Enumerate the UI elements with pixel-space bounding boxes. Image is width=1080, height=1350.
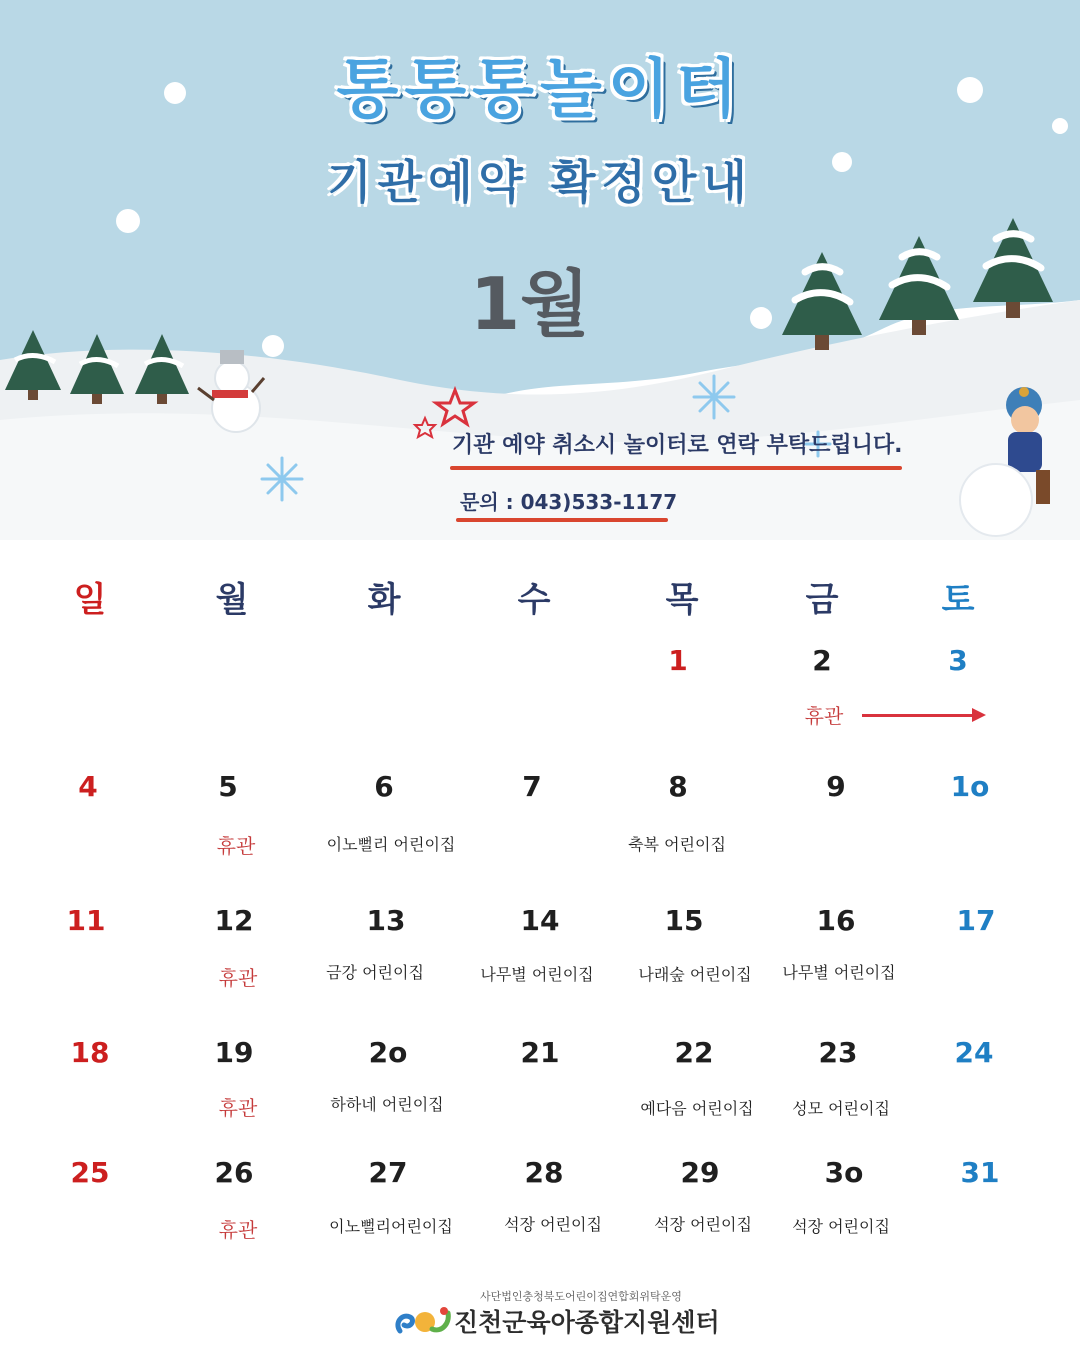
weekday-wed: 수: [517, 580, 551, 620]
day-cell-25: 25: [70, 1156, 110, 1189]
day-cell-17: 17: [956, 904, 996, 937]
reservation-entry: 예다음 어린이집: [640, 1099, 754, 1118]
reservation-entry: 석장 어린이집: [504, 1215, 602, 1234]
day-cell-20: 2o: [368, 1036, 408, 1069]
day-cell-2: 2: [812, 644, 832, 677]
reservation-entry: 축복 어린이집: [628, 835, 726, 854]
day-cell-10: 1o: [950, 770, 990, 803]
closed-label: 휴관: [218, 1096, 258, 1120]
day-cell-13: 13: [366, 904, 406, 937]
day-cell-21: 21: [520, 1036, 560, 1069]
reservation-entry: 석장 어린이집: [654, 1215, 752, 1234]
header-illustration: [0, 0, 1080, 540]
footer-org-line: 사단법인충청북도어린이집연합회위탁운영: [480, 1290, 682, 1303]
day-cell-28: 28: [524, 1156, 564, 1189]
day-cell-9: 9: [826, 770, 846, 803]
day-cell-7: 7: [522, 770, 542, 803]
reservation-entry: 성모 어린이집: [792, 1099, 890, 1118]
day-cell-18: 18: [70, 1036, 110, 1069]
center-logo-icon: [392, 1303, 454, 1339]
day-cell-30: 3o: [824, 1156, 864, 1189]
day-cell-23: 23: [818, 1036, 858, 1069]
closed-label: 휴관: [804, 704, 844, 728]
weekday-fri: 금: [805, 580, 839, 620]
day-cell-1: 1: [668, 644, 688, 677]
reservation-entry: 이노뻘리어린이집: [329, 1217, 453, 1236]
day-cell-5: 5: [218, 770, 238, 803]
day-cell-11: 11: [66, 904, 106, 937]
day-cell-26: 26: [214, 1156, 254, 1189]
day-cell-8: 8: [668, 770, 688, 803]
weekday-tue: 화: [367, 580, 401, 620]
page-title: 통통통놀이터: [336, 53, 744, 127]
month-title: 1월: [470, 262, 590, 346]
notice-underline: [450, 466, 902, 470]
reservation-entry: 금강 어린이집: [326, 963, 424, 982]
day-cell-29: 29: [680, 1156, 720, 1189]
day-cell-6: 6: [374, 770, 394, 803]
weekday-thu: 목: [665, 580, 699, 620]
day-cell-12: 12: [214, 904, 254, 937]
day-cell-19: 19: [214, 1036, 254, 1069]
cancellation-notice: 기관 예약 취소시 놀이터로 연락 부탁드립니다.: [452, 433, 903, 458]
weekday-sun: 일: [73, 580, 107, 620]
day-cell-31: 31: [960, 1156, 1000, 1189]
page-subtitle: 기관예약 확정안내: [327, 155, 753, 209]
contact-info: 문의 : 043)533-1177: [460, 490, 678, 514]
day-cell-27: 27: [368, 1156, 408, 1189]
center-name: 진천군육아종합지원센터: [454, 1308, 720, 1337]
day-cell-24: 24: [954, 1036, 994, 1069]
contact-underline: [456, 518, 668, 522]
weekday-sat: 토: [941, 580, 975, 620]
day-cell-14: 14: [520, 904, 560, 937]
weekday-mon: 월: [215, 580, 249, 620]
day-cell-22: 22: [674, 1036, 714, 1069]
closed-label: 휴관: [216, 834, 256, 858]
reservation-entry: 나무별 어린이집: [782, 963, 896, 982]
reservation-entry: 나래숲 어린이집: [638, 965, 752, 984]
day-cell-3: 3: [948, 644, 968, 677]
closed-label: 휴관: [218, 1218, 258, 1242]
closed-label: 휴관: [218, 966, 258, 990]
closed-period-arrow: [862, 714, 974, 717]
day-cell-15: 15: [664, 904, 704, 937]
reservation-entry: 이노뻘리 어린이집: [326, 835, 456, 854]
reservation-entry: 하하네 어린이집: [330, 1095, 444, 1114]
reservation-entry: 나무별 어린이집: [480, 965, 594, 984]
day-cell-4: 4: [78, 770, 98, 803]
day-cell-16: 16: [816, 904, 856, 937]
reservation-entry: 석장 어린이집: [792, 1217, 890, 1236]
